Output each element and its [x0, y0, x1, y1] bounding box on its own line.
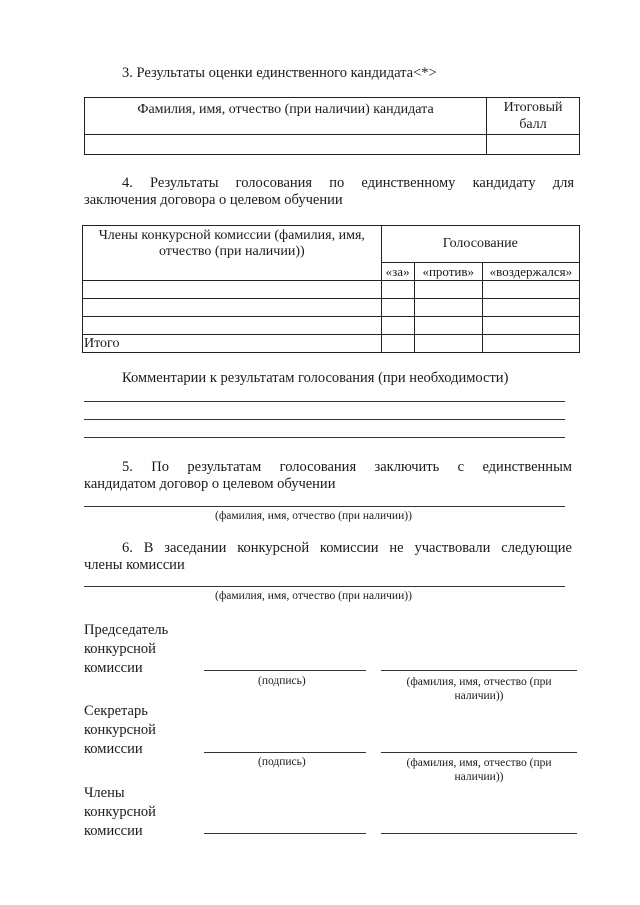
chair-label-line: комиссии [84, 660, 143, 676]
chair-signature-line [204, 670, 366, 671]
comments-title: Комментарии к результатам голосования (при необходимости) [122, 370, 509, 386]
table-cell [414, 299, 482, 317]
table-cell [482, 335, 579, 353]
secretary-label [84, 702, 156, 759]
comment-line [84, 437, 565, 438]
members-label-line: комиссии [84, 823, 143, 839]
header-members-line2: отчество (при наличии)) [158, 244, 305, 259]
table-cell [487, 135, 580, 155]
secretary-name-hint: (фамилия, имя, отчество (при наличии)) [406, 757, 552, 783]
table-cell [83, 281, 382, 299]
header-total-score [487, 98, 580, 135]
table-cell [381, 281, 414, 299]
table-cell [414, 281, 482, 299]
table-cell [414, 335, 482, 353]
chair-label-line: Председатель [84, 622, 169, 638]
table-cell [83, 317, 382, 335]
header-voting: Голосование [381, 226, 579, 263]
table-cell [482, 299, 579, 317]
header-abstained: «воздержался» [482, 263, 579, 281]
absent-members-line [84, 586, 565, 587]
table-cell [381, 335, 414, 353]
header-members-line1: Члены конкурсной комиссии (фамилия, имя, [98, 228, 365, 243]
total-row-label: Итого [83, 335, 382, 353]
chair-name-line [381, 670, 577, 671]
header-total-score-line2: балл [519, 117, 547, 132]
header-candidate-name: Фамилия, имя, отчество (при наличии) кандидата [85, 98, 487, 135]
members-label-line: Члены [84, 785, 125, 801]
table-cell [482, 281, 579, 299]
section5-line1: 5. По результатам голосования заключить с единственным [122, 459, 572, 475]
secretary-sign-hint: (подпись) [258, 756, 306, 768]
table-cell [85, 135, 487, 155]
chair-label [84, 621, 168, 678]
comment-line [84, 401, 565, 402]
secretary-label-line: Секретарь [84, 703, 148, 719]
secretary-label-line: конкурсной [84, 722, 156, 738]
secretary-label-line: комиссии [84, 741, 143, 757]
table-cell [83, 299, 382, 317]
section5-hint: (фамилия, имя, отчество (при наличии)) [215, 510, 412, 522]
candidate-score-table [84, 97, 580, 155]
chair-name-hint: (фамилия, имя, отчество (при наличии)) [406, 676, 552, 702]
section6-line2: члены комиссии [84, 557, 185, 573]
table-cell [381, 317, 414, 335]
header-against: «против» [414, 263, 482, 281]
header-total-score-line1: Итоговый [503, 100, 563, 115]
members-label [84, 784, 156, 841]
members-label-line: конкурсной [84, 804, 156, 820]
secretary-name-line [381, 752, 577, 753]
members-name-line [381, 833, 577, 834]
header-members [83, 226, 382, 281]
chair-label-line: конкурсной [84, 641, 156, 657]
comment-line [84, 419, 565, 420]
section3-title: 3. Результаты оценки единственного кандидата<*> [122, 65, 437, 81]
section5-line2: кандидатом договор о целевом обучении [84, 476, 336, 492]
voting-table [82, 225, 580, 353]
secretary-signature-line [204, 752, 366, 753]
section6-hint: (фамилия, имя, отчество (при наличии)) [215, 590, 412, 602]
table-cell [381, 299, 414, 317]
candidate-name-line [84, 506, 565, 507]
chair-sign-hint: (подпись) [258, 675, 306, 687]
table-cell [482, 317, 579, 335]
section4-title-line2: заключения договора о целевом обучении [84, 192, 343, 208]
section6-line1: 6. В заседании конкурсной комиссии не участвовали следующие [122, 540, 572, 556]
members-signature-line [204, 833, 366, 834]
table-cell [414, 317, 482, 335]
section4-title-line1: 4. Результаты голосования по единственному кандидату для [122, 175, 574, 191]
header-for: «за» [381, 263, 414, 281]
